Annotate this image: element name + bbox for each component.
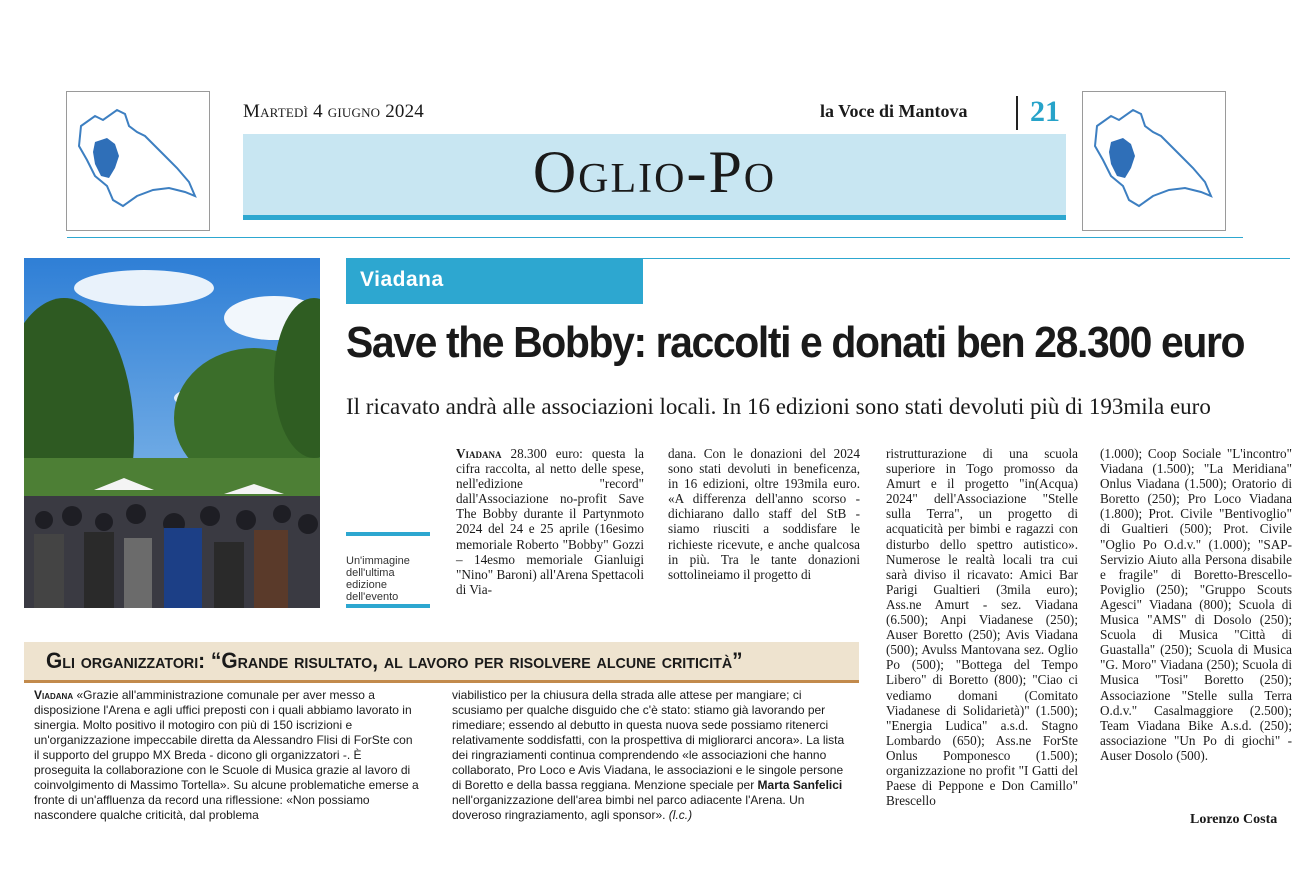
highlighted-name: Marta Sanfelici: [757, 778, 843, 792]
divider: [67, 237, 1243, 238]
divider: [643, 258, 1290, 259]
sidebar-signature: (l.c.): [668, 808, 693, 822]
sidebar-dateline: Viadana: [34, 688, 74, 702]
article-column-4: (1.000); Coop Sociale "L'incontro" Viadana (1.500); "La Meridiana" Onlus Viadana (1.500); Oratorio di Boretto (250); Pro Loco Viadana (1.800); Prot. Civile "Bentivoglio" di Gualtieri (500); Prot. Civile "Oglio Po O.d.v." (1.000); "SAP-Servizio Aiuto alla Persona disabile e fragile" di Boretto-Brescello-Poviglio (250); "Gruppo Scouts Agesci" Viadana (800); Scuola di Musica "AMS" di Dosolo (250); Scuola di Musica "Città di Guastalla" (250); Scuola di Musica "G. Moro" Viadana (250); Scuola di Musica "Tosi" Boretto (250); Associazione "Stelle sulla Terra O.d.v." Casalmaggiore (2.500); Team Viadana Bike A.s.d. (250); associazione "Un Po di giochi" - Auser Dosolo (500).: [1100, 446, 1292, 763]
headline: Save the Bobby: raccolti e donati ben 28.300 euro: [346, 318, 1245, 367]
page-date: Martedì 4 giugno 2024: [243, 101, 424, 122]
sidebar-column-2: viabilistico per la chiusura della strada alle attese per mangiare; ci scusiamo per qualche disguido che c'è stato: stiamo già lavorando per rimediare; essendo al debutto in questa nuova sede possiamo ritenerci relativamente soddisfatti, con la prospettiva di migliorarci ancora». La lista dei ringraziamenti continua comprendendo «le associazioni che hanno collaborato, Pro Loco e Avis Viadana, le associazioni e le singole persone di Boretto e della bassa reggiana. Menzione speciale per Marta Sanfelici nell'organizzazione dell'area bimbi nel parco adiacente l'Arena. Un doveroso ringraziamento, agli sponsor». (l.c.): [452, 688, 845, 822]
page-number: 21: [1030, 95, 1060, 128]
province-map-logo-left: [66, 91, 210, 231]
caption-rule: [346, 532, 430, 536]
newspaper-name: la Voce di Mantova: [820, 101, 968, 121]
kicker-label: Viadana: [360, 268, 444, 291]
article-column-2: dana. Con le donazioni del 2024 sono stati devoluti in beneficenza, in 16 edizioni, oltre 193mila euro. «A differenza dell'anno scorso - dichiarano dallo staff del StB - siamo riusciti a soddisfare le richieste ricevute, e anche qualcosa in più. Tra le tante donazioni sottolineiamo il progetto di: [668, 446, 860, 582]
article-column-3: ristrutturazione di una scuola superiore in Togo promosso da Amurt e il progetto "in(Acqua) 2024" dell'Associazione "Stelle sulla Terra", un progetto di acquaticità per bimbi e ragazzi con disturbo dello spettro autistico». Numerose le realtà locali tra cui sarà diviso il ricavato: Amici Bar Parigi Gualtieri (3mila euro); Ass.ne Amurt - sez. Viadana (6.500); Anpi Viadanese (250); Auser Boretto (250); Avis Viadana (500); Avulss Mantovana sez. Oglio Po (500); "Bottega del Tempo Libero" di Boretto (800); "Ciao ci vediamo domani (Comitato Viadanese di Solidarietà)" (1.500); "Energia Ludica" a.s.d. Stagno Lombardo (650); Ass.ne ForSte Onlus Pomponesco (1.500); organizzazione no profit "I Gatti del Paese di Peppone e Don Camillo" Brescello: [886, 446, 1078, 809]
caption-rule: [346, 604, 430, 608]
sidebar-title-band: [24, 642, 859, 683]
article-column-1: Viadana 28.300 euro: questa la cifra raccolta, al netto delle spese, nell'edizione "record" dall'Associazione no-profit Save The Bobby durante il Partynmoto 2024 del 24 e 25 aprile (16esimo memoriale Roberto "Bobby" Gozzi – 14esmo memoriale Gianluigi "Nino" Baroni) all'Arena Spettacoli di Via-: [456, 446, 645, 597]
dateline: Viadana: [456, 446, 502, 461]
map-icon: [1089, 102, 1219, 220]
kicker-band: [346, 258, 643, 304]
header-separator: [1016, 96, 1018, 130]
map-icon: [73, 102, 203, 220]
province-map-logo-right: [1082, 91, 1226, 231]
author-signature: Lorenzo Costa: [1190, 812, 1278, 827]
section-title: Oglio-Po: [532, 139, 777, 205]
event-photo: [24, 258, 320, 608]
photo-caption: Un'immagine dell'ultima edizione dell'evento: [346, 555, 410, 603]
sidebar-title: Gli organizzatori: “Grande risultato, al lavoro per risolvere alcune criticità”: [46, 648, 743, 673]
subheadline: Il ricavato andrà alle associazioni locali. In 16 edizioni sono stati devoluti più di 193mila euro: [346, 394, 1211, 419]
sidebar-column-1: Viadana «Grazie all'amministrazione comunale per aver messo a disposizione l'Arena e agli uffici preposti con i quali abbiamo lavorato in sinergia. Molto positivo il motogiro con più di 150 iscrizioni e un'organizzazione impeccabile diretta da Alessandro Flisi di ForSte con il supporto del gruppo MX Breda - dicono gli organizzatori -. È proseguita la collaborazione con le Scuole di Musica grazie al lavoro di coinvolgimento di Massimo Tortella». Su alcune problematiche emerse a fronte di un'affluenza da record una riflessione: «Non possiamo nascondere qualche criticità, dal problema: [34, 688, 419, 822]
